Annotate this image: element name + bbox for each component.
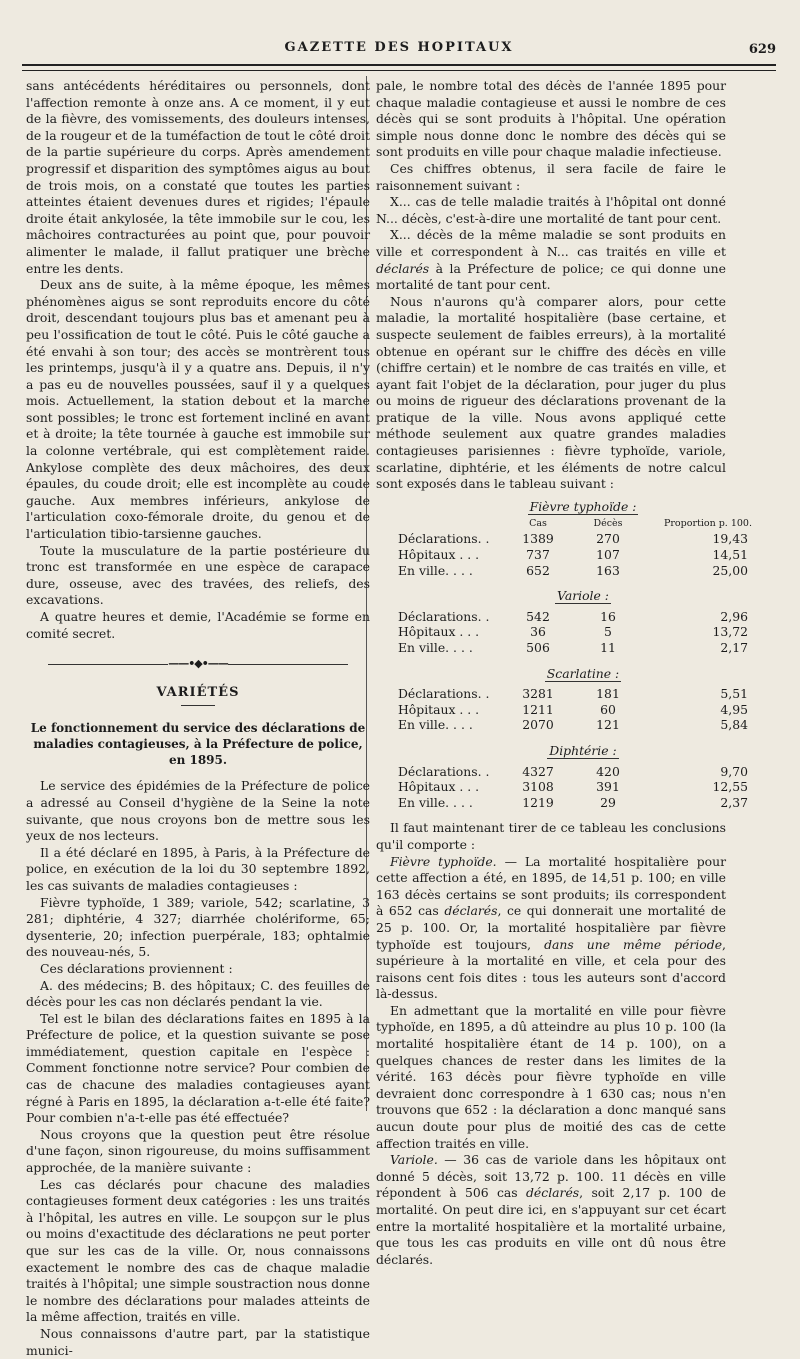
paragraph: Fièvre typhoïde, 1 389; variole, 542; scarlatine, 3 281; diphtérie, 4 327; diarrhée cholériforme, 65; dysenterie, 20; infection puerpérale, 183; ophtalmie des nouveau-nés, 5. [26,894,370,960]
paragraph: A. des médecins; B. des hôpitaux; C. des feuilles de décès pour les cas non déclarés pendant la vie. [26,977,370,1010]
header-rule [22,64,776,71]
paragraph: Ces déclarations proviennent : [40,960,233,976]
paragraph: pale, le nombre total des décès de l'année 1895 pour chaque maladie contagieuse et aussi le nombre de ces décès qui se sont produits à l'hôpital. Une opération simple nous donne donc le nombre des décès qui se sont produits en ville pour chaque maladie infectieuse. [376,78,726,160]
paragraph: Deux ans de suite, à la même époque, les mêmes phénomènes aigus se sont reproduits encore du côté droit, descendant toujours plus bas et amenant peu à peu l'ossification de tout le côté. Puis le côté gauche a été envahi à son tour; des accès se montrèrent tous les printemps, jusqu'à il y a quatre ans. Depuis, il n'y a pas eu de nouvelles poussées, sauf il y a quelques mois. Actuellement, la station debout et la marche sont possibles; le tronc est fortement incliné en avant et à droite; la tête tournée à gauche est immobile sur la colonne vertébrale, qui est complètement raide. Ankylose complète des deux mâchoires, des deux épaules, du coude droit; elle est incomplète au coude gauche. Aux membres inférieurs, ankylose de l'articulation coxo-fémorale droite, du genou et de l'articulation tibio-tarsienne gauches. [26,277,370,542]
group-title: Scarlatine : [546,665,620,681]
table-group [398,665,748,733]
paragraph: X... décès de la même maladie se sont produits en ville et correspondent à N... cas traités en ville et déclarés à la Préfecture de police; ce qui donne une mortalité de tant pour cent. [376,227,726,293]
paragraph: sans antécédents héréditaires ou personnels, dont l'affection remonte à onze ans. A ce moment, il y eut de la fièvre, des vomissements, des douleurs intenses, de la rougeur et de la tuméfaction de tout le côté droit de la partie supérieure du corps. Après amendement progressif et disparition des symptômes aigus au bout de trois mois, on a constaté que toutes les parties atteintes étaient devenues dures et rigides; l'épaule droite était ankylosée, la tête immobile sur le cou, les mâchoires contracturées au point que, pour pouvoir alimenter le malade, il fallut pratiquer une brèche entre les dents. [26,78,370,276]
table-group [398,588,748,655]
table-row: Hôpitaux . . . 737 107 14,51 [398,547,748,563]
article-title: Le fonctionnement du service des déclarations de maladies contagieuses, à la Préfecture de police, en 1895. [30,721,366,768]
table-row: Déclarations. . 542 16 2,96 [398,608,748,624]
paragraph: Il a été déclaré en 1895, à Paris, à la Préfecture de police, en exécution de la loi du 30 septembre 1892, les cas suivants de maladies contagieuses : [26,844,370,893]
paragraph: Nous n'aurons qu'à comparer alors, pour cette maladie, la mortalité hospitalière (base certaine, et suspecte seulement de faibles erreurs), à la mortalité obtenue en opérant sur le chiffre des décès en ville (chiffre certain) et le nombre de cas traités en ville, et ayant fait l'objet de la déclaration, pour juger du plus ou moins de rigueur des déclarations provenant de la pratique de la ville. Nous avons appliqué cette méthode seulement aux quatre grandes maladies contagieuses parisiennes : fièvre typhoïde, variole, scarlatine, diphtérie, et les éléments de notre calcul sont exposés dans le tableau suivant : [376,293,726,492]
table-group [398,531,748,578]
left-column [26,78,370,1359]
table-row: Déclarations. . 4327 420 9,70 [398,763,748,779]
table-header [398,517,752,531]
page-header [22,38,776,62]
table-row: En ville. . . . 1219 29 2,37 [398,794,748,810]
paragraph: Nous connaissons d'autre part, par la statistique munici- [26,1325,370,1358]
paragraph: Fièvre typhoïde. — La mortalité hospitalière pour cette affection a été, en 1895, de 14,51 p. 100; en ville 163 décès certains se sont produits; ils correspondent à 652 cas déclarés, ce qui donnerait une mortalité de 25 p. 100. Or, la mortalité hospitalière par fièvre typhoïde est toujours, dans une même période, supérieure à la mortalité en ville, et cela pour des raisons cent fois dites : tous les auteurs sont d'accord là-dessus. [376,853,726,1002]
paragraph: Tel est le bilan des déclarations faites en 1895 à la Préfecture de police, et la question suivante se pose immédiatement, question capitale en l'espèce : Comment fonctionne notre service? Pour combien de cas de chacune des maladies contagieuses ayant régné à Paris en 1895, la déclaration a-t-elle été faite? Pour combien n'a-t-elle pas été effectuée? [26,1010,370,1126]
table-row: Hôpitaux . . . 36 5 13,72 [398,624,748,640]
table-row: En ville. . . . 506 11 2,17 [398,640,748,655]
table-row: Hôpitaux . . . 1211 60 4,95 [398,701,748,717]
journal-title: GAZETTE DES HOPITAUX [284,40,514,55]
paragraph: Variole. — 36 cas de variole dans les hôpitaux ont donné 5 décès, soit 13,72 p. 100. 11 décès en ville répondent à 506 cas déclarés, soit 2,17 p. 100 de mortalité. On peut dire ici, en s'appuyant sur cet écart entre la mortalité hospitalière et la mortalité urbaine, que tous les cas produits en ville ont dû nous être déclarés. [376,1152,726,1267]
table-group [398,742,748,810]
right-column [376,78,752,1268]
paragraph: Le service des épidémies de la Préfecture de police a adressé au Conseil d'hygiène de la Seine la note suivante, que nous croyons bon de mettre sous les yeux de nos lecteurs. [26,778,370,844]
column-header: Proportion p. 100. [664,518,752,530]
group-title: Fièvre typhoïde : [529,498,637,514]
section-title: VARIÉTÉS [156,684,240,700]
paragraph: Ces chiffres obtenus, il sera facile de faire le raisonnement suivant : [376,160,726,193]
table-row: Hôpitaux . . . 3108 391 12,55 [398,779,748,795]
paragraph: A quatre heures et demie, l'Académie se forme en comité secret. [26,609,370,641]
table-row: En ville. . . . 652 163 25,00 [398,562,748,578]
column-header: Décès [593,518,623,530]
section-ornament: ——•◆•—— [26,656,370,673]
paragraph: X... cas de telle maladie traités à l'hôpital ont donné N... décès, c'est-à-dire une mortalité de tant pour cent. [376,194,726,226]
paragraph: Les cas déclarés pour chacune des maladies contagieuses forment deux catégories : les uns traités à l'hôpital, les autres en ville. Le soupçon sur le plus ou moins d'exactitude des déclarations ne peut porter que sur les cas de la ville. Or, nous connaissons exactement le nombre des cas de chaque maladie traités à l'hôpital; une simple soustraction nous donne le nombre des déclarations pour malades atteints de la même affection, traités en ville. [26,1176,370,1325]
title-rule [181,705,215,706]
page-number: 629 [748,42,776,57]
table-row: Déclarations. . 3281 181 5,51 [398,686,748,702]
paragraph: Toute la musculature de la partie postérieure du tronc est transformée en une espèce de carapace dure, osseuse, avec des travées, des reliefs, des excavations. [26,542,370,608]
paragraph: Il faut maintenant tirer de ce tableau les conclusions qu'il comporte : [376,820,726,852]
table-row: En ville. . . . 2070 121 5,84 [398,717,748,733]
mortality-table [398,498,752,811]
paragraph: Nous croyons que la question peut être résolue d'une façon, sinon rigoureuse, du moins suffisamment approchée, de la manière suivante : [26,1126,370,1176]
table-row: Déclarations. . 1389 270 19,43 [398,531,748,547]
group-title: Diphtérie : [549,742,617,758]
paragraph: En admettant que la mortalité en ville pour fièvre typhoïde, en 1895, a dû atteindre au plus 10 p. 100 (la mortalité hospitalière étant de 14 p. 100), on a quelques chances de rester dans les limites de la vérité. 163 décès pour fièvre typhoïde en ville devraient donc correspondre à 1 630 cas; nous n'en trouvons que 652 : la déclaration a donc manqué sans aucun doute pour plus de moitié des cas de cette affection traités en ville. [376,1002,726,1151]
column-header: Cas [529,518,547,530]
group-title: Variole : [557,588,609,604]
